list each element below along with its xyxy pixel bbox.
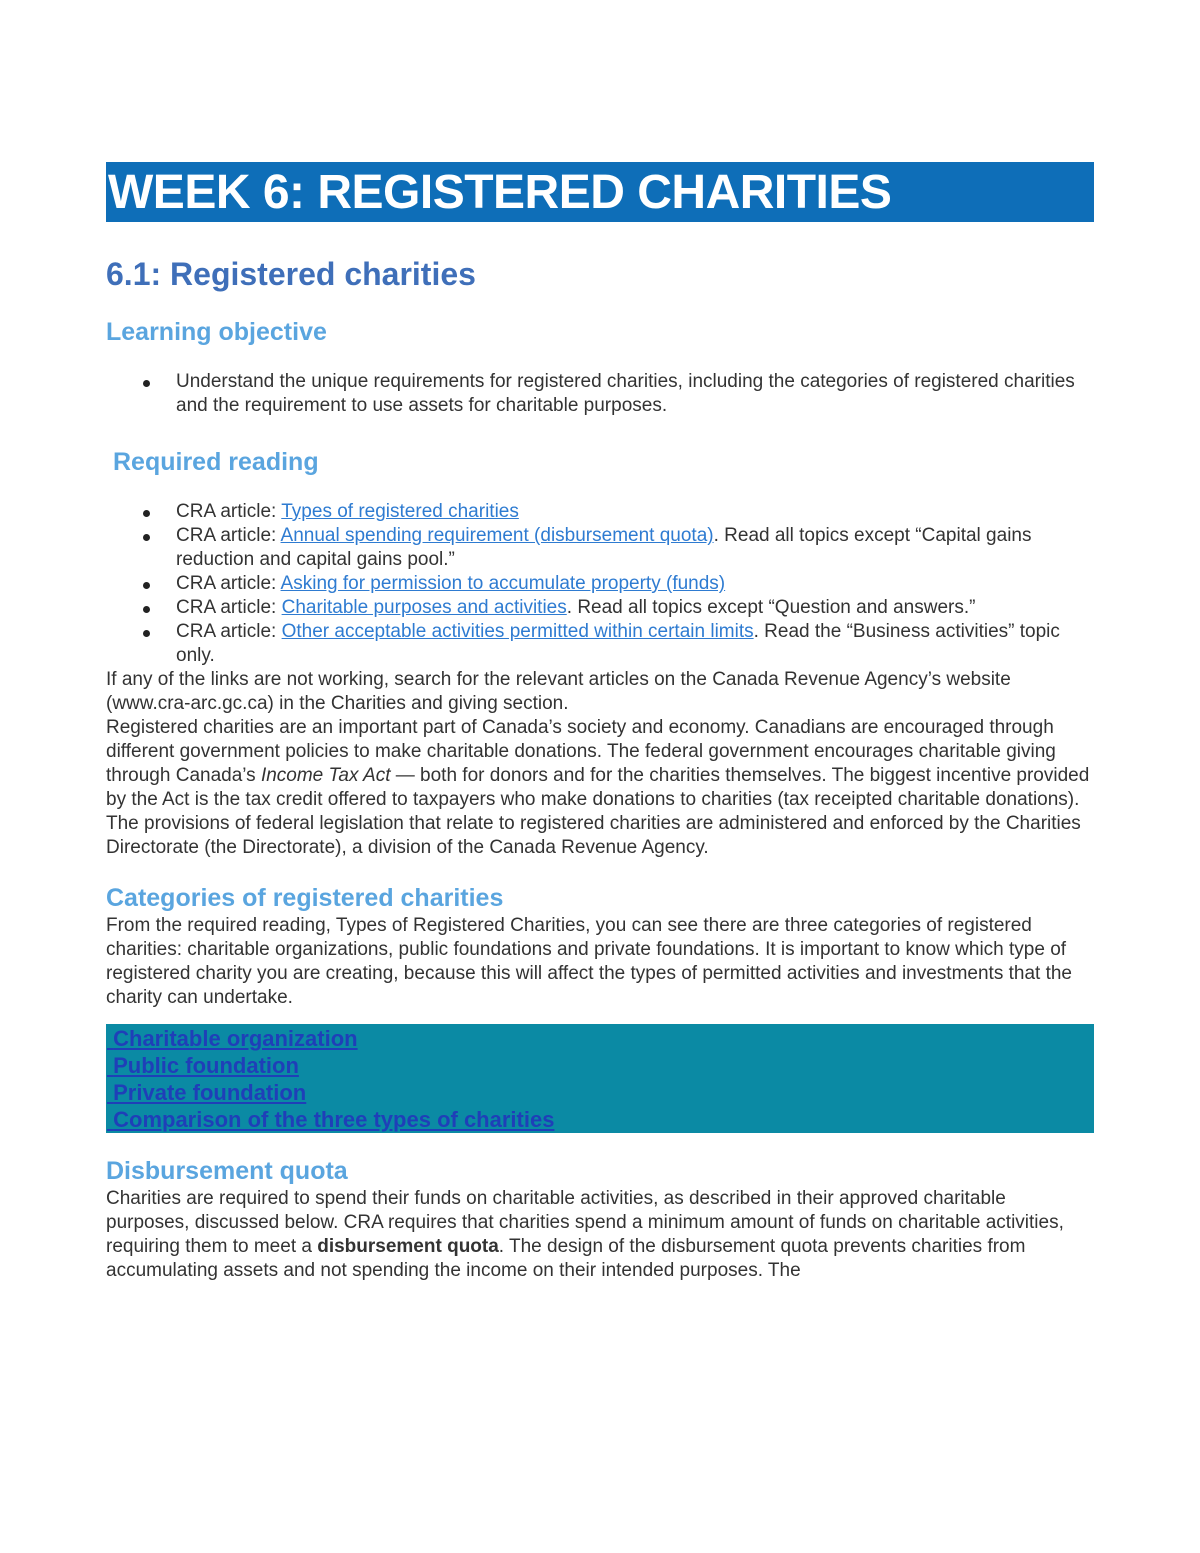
bullet-icon (143, 534, 150, 541)
required-reading-list (106, 500, 1094, 668)
bullet-icon (143, 582, 150, 589)
links-note-paragraph: If any of the links are not working, search for the relevant articles on the Canada Revenue Agency’s website (www.cra-arc.gc.ca) in the Charities and giving section. (106, 669, 1011, 714)
week-banner (106, 162, 1094, 222)
learning-objective-list (106, 370, 1094, 418)
disbursement-quota-term: disbursement quota (317, 1236, 499, 1257)
section-title: 6.1: Registered charities (106, 256, 476, 292)
disbursement-heading: Disbursement quota (106, 1157, 348, 1185)
bullet-icon (143, 380, 150, 387)
learning-objective-heading: Learning objective (106, 318, 327, 346)
list-item: CRA article: Charitable purposes and activities. Read all topics except “Question and answers.” (106, 596, 1094, 620)
bullet-icon (143, 510, 150, 517)
link-private-foundation[interactable]: Private foundation (113, 1080, 307, 1105)
link-charitable-purposes[interactable]: Charitable purposes and activities (281, 597, 567, 618)
link-comparison-of-charities[interactable]: Comparison of the three types of charities (113, 1107, 555, 1132)
link-other-acceptable-activities[interactable]: Other acceptable activities permitted within certain limits (281, 621, 754, 642)
link-public-foundation[interactable]: Public foundation (113, 1053, 299, 1078)
list-item: CRA article: Annual spending requirement (disbursement quota). Read all topics except “Capital gains reduction and capital gains pool.” (106, 524, 1094, 572)
bullet-icon (143, 630, 150, 637)
link-accumulate-property[interactable]: Asking for permission to accumulate property (funds) (280, 573, 726, 594)
bullet-icon (143, 606, 150, 613)
required-reading-heading: Required reading (113, 448, 319, 476)
disbursement-paragraph: Charities are required to spend their funds on charitable activities, as described in their approved charitable purposes, discussed below. CRA requires that charities spend a minimum amount of funds on charitable activities, requiring them to meet a disbursement quota. The design of the disbursement quota prevents charities from accumulating assets and not spending the income on their intended purposes. The (106, 1188, 1064, 1281)
categories-link-box (106, 1024, 1094, 1133)
list-item: CRA article: Other acceptable activities permitted within certain limits. Read the “Business activities” topic only. (106, 620, 1094, 668)
list-item: CRA article: Types of registered charities (106, 500, 1094, 524)
categories-paragraph: From the required reading, Types of Registered Charities, you can see there are three categories of registered charities: charitable organizations, public foundations and private foundations. It is important to know which type of registered charity you are creating, because this will affect the types of permitted activities and investments that the charity can undertake. (106, 915, 1072, 1008)
income-tax-act: Income Tax Act (260, 765, 391, 786)
categories-heading: Categories of registered charities (106, 884, 504, 912)
link-types-of-registered-charities[interactable]: Types of registered charities (281, 501, 519, 522)
list-item: Understand the unique requirements for registered charities, including the categories of registered charities and the requirement to use assets for charitable purposes. (106, 370, 1094, 418)
link-charitable-organization[interactable]: Charitable organization (113, 1026, 358, 1051)
week-title: WEEK 6: REGISTERED CHARITIES (108, 165, 892, 219)
document-content (106, 162, 1094, 1283)
link-annual-spending-requirement[interactable]: Annual spending requirement (disbursement quota) (280, 525, 714, 546)
list-item: CRA article: Asking for permission to accumulate property (funds) (106, 572, 1094, 596)
intro-paragraph: Registered charities are an important part of Canada’s society and economy. Canadians are encouraged through different government policies to make charitable donations. The federal government encourages charitable giving through Canada’s Income Tax Act — both for donors and for the charities themselves. The biggest incentive provided by the Act is the tax credit offered to taxpayers who make donations to charities (tax receipted charitable donations). The provisions of federal legislation that relate to registered charities are administered and enforced by the Charities Directorate (the Directorate), a division of the Canada Revenue Agency. (106, 717, 1090, 858)
